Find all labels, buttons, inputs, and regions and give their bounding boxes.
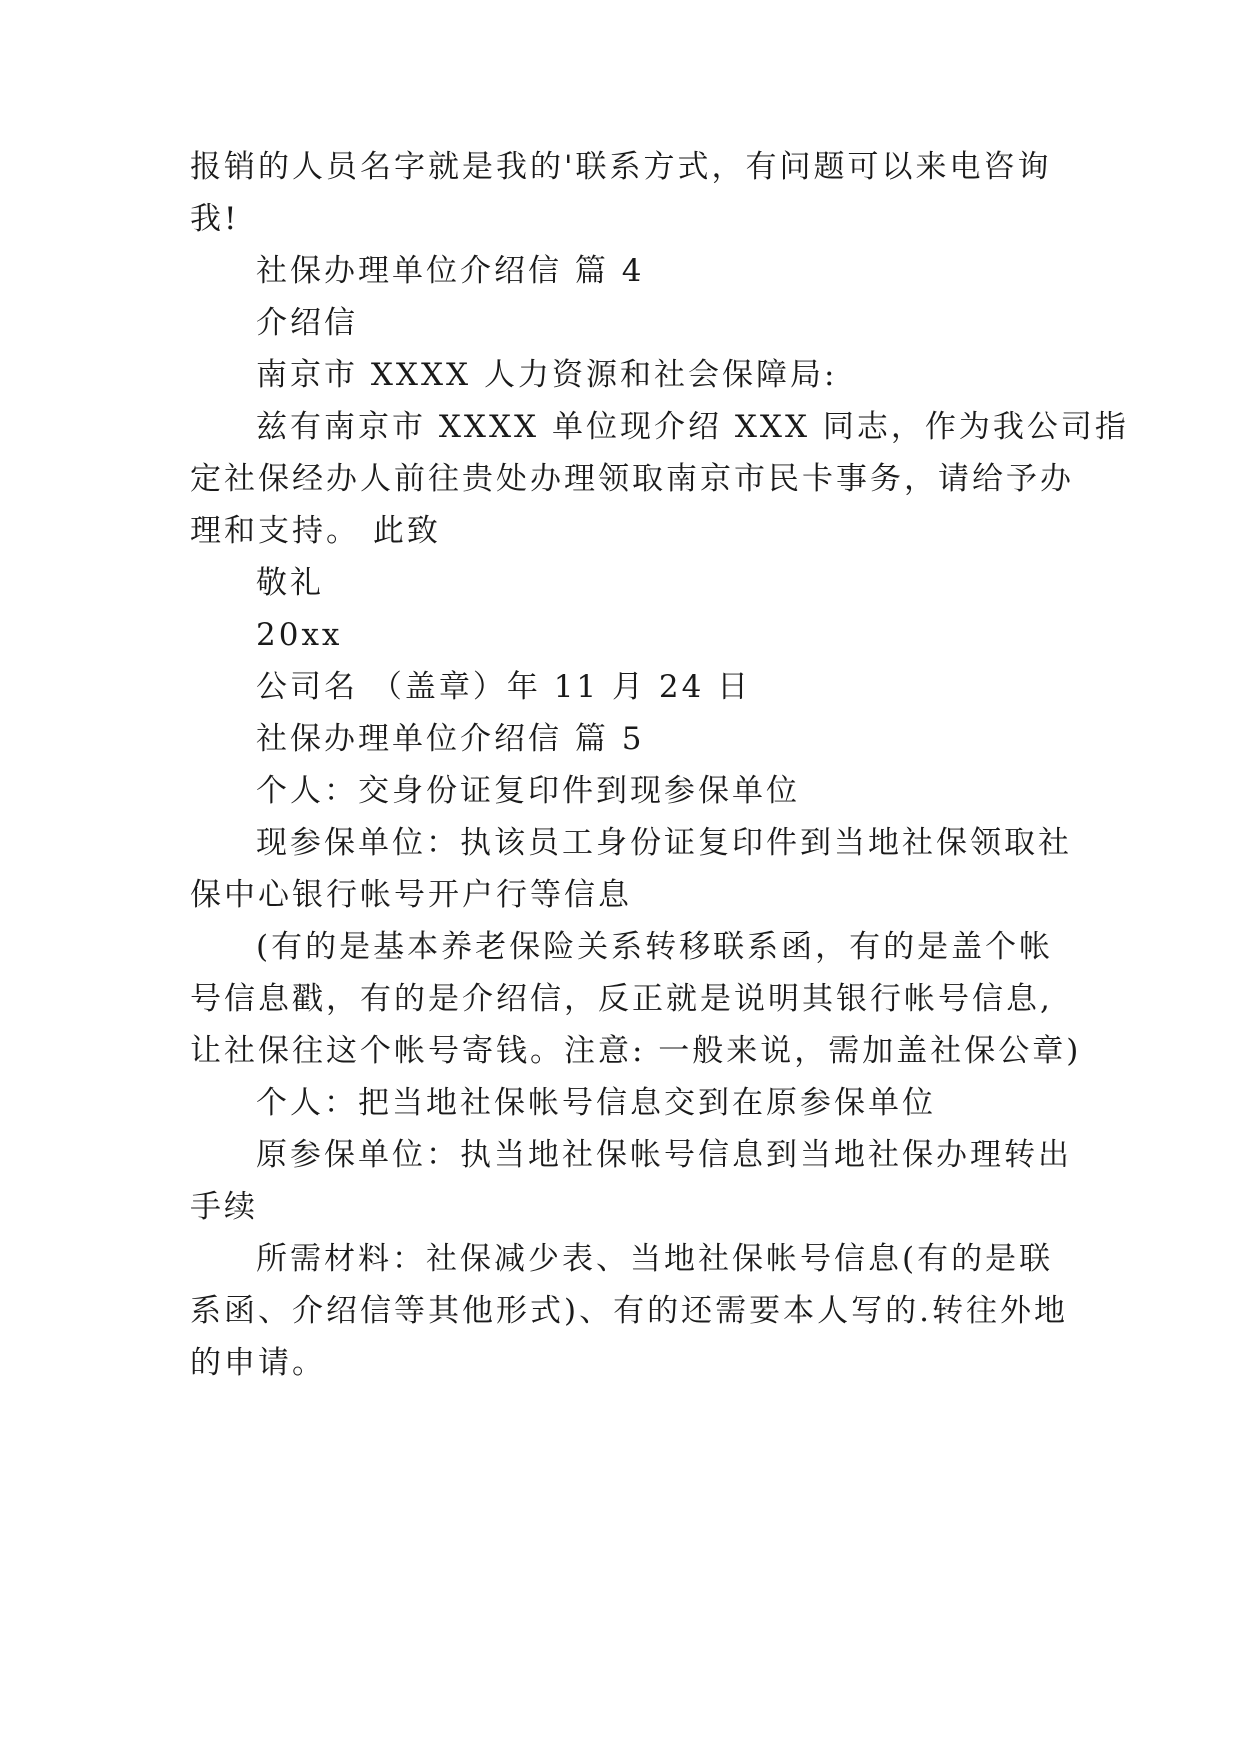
paragraph-line: 手续 [190,1189,258,1225]
paragraph-line: 的申请。 [190,1345,326,1381]
paragraph-line: 定社保经办人前往贵处办理领取南京市民卡事务，请给予办 [190,461,1074,497]
paragraph-line: 理和支持。 此致 [190,513,441,549]
letter-signature: 公司名 （盖章）年 11 月 24 日 [256,669,752,705]
paragraph-line: 报销的人员名字就是我的'联系方式，有问题可以来电咨询 [190,149,1052,185]
paragraph-line: 原参保单位：执当地社保帐号信息到当地社保办理转出 [256,1137,1072,1173]
letter-recipient: 南京市 XXXX 人力资源和社会保障局: [256,357,838,393]
paragraph-line: 现参保单位：执该员工身份证复印件到当地社保领取社 [256,825,1072,861]
section-heading: 社保办理单位介绍信 篇 5 [256,721,645,757]
paragraph-line: 个人：交身份证复印件到现参保单位 [256,773,800,809]
paragraph-line: (有的是基本养老保险关系转移联系函，有的是盖个帐 [256,929,1054,965]
section-heading: 社保办理单位介绍信 篇 4 [256,253,645,289]
paragraph-line: 保中心银行帐号开户行等信息 [190,877,632,913]
paragraph-line: 号信息戳，有的是介绍信，反正就是说明其银行帐号信息, [190,981,1053,1017]
letter-salutation: 敬礼 [256,565,324,601]
paragraph-line: 个人：把当地社保帐号信息交到在原参保单位 [256,1085,936,1121]
paragraph-line: 让社保往这个帐号寄钱。注意: 一般来说，需加盖社保公章) [190,1033,1082,1069]
paragraph-line: 我! [190,201,240,237]
paragraph-line: 系函、介绍信等其他形式)、有的还需要本人写的.转往外地 [190,1293,1068,1329]
letter-year: 20xx [256,617,343,653]
paragraph-line: 兹有南京市 XXXX 单位现介绍 XXX 同志，作为我公司指 [256,409,1129,445]
letter-title: 介绍信 [256,305,358,341]
paragraph-line: 所需材料：社保减少表、当地社保帐号信息(有的是联 [256,1241,1054,1277]
